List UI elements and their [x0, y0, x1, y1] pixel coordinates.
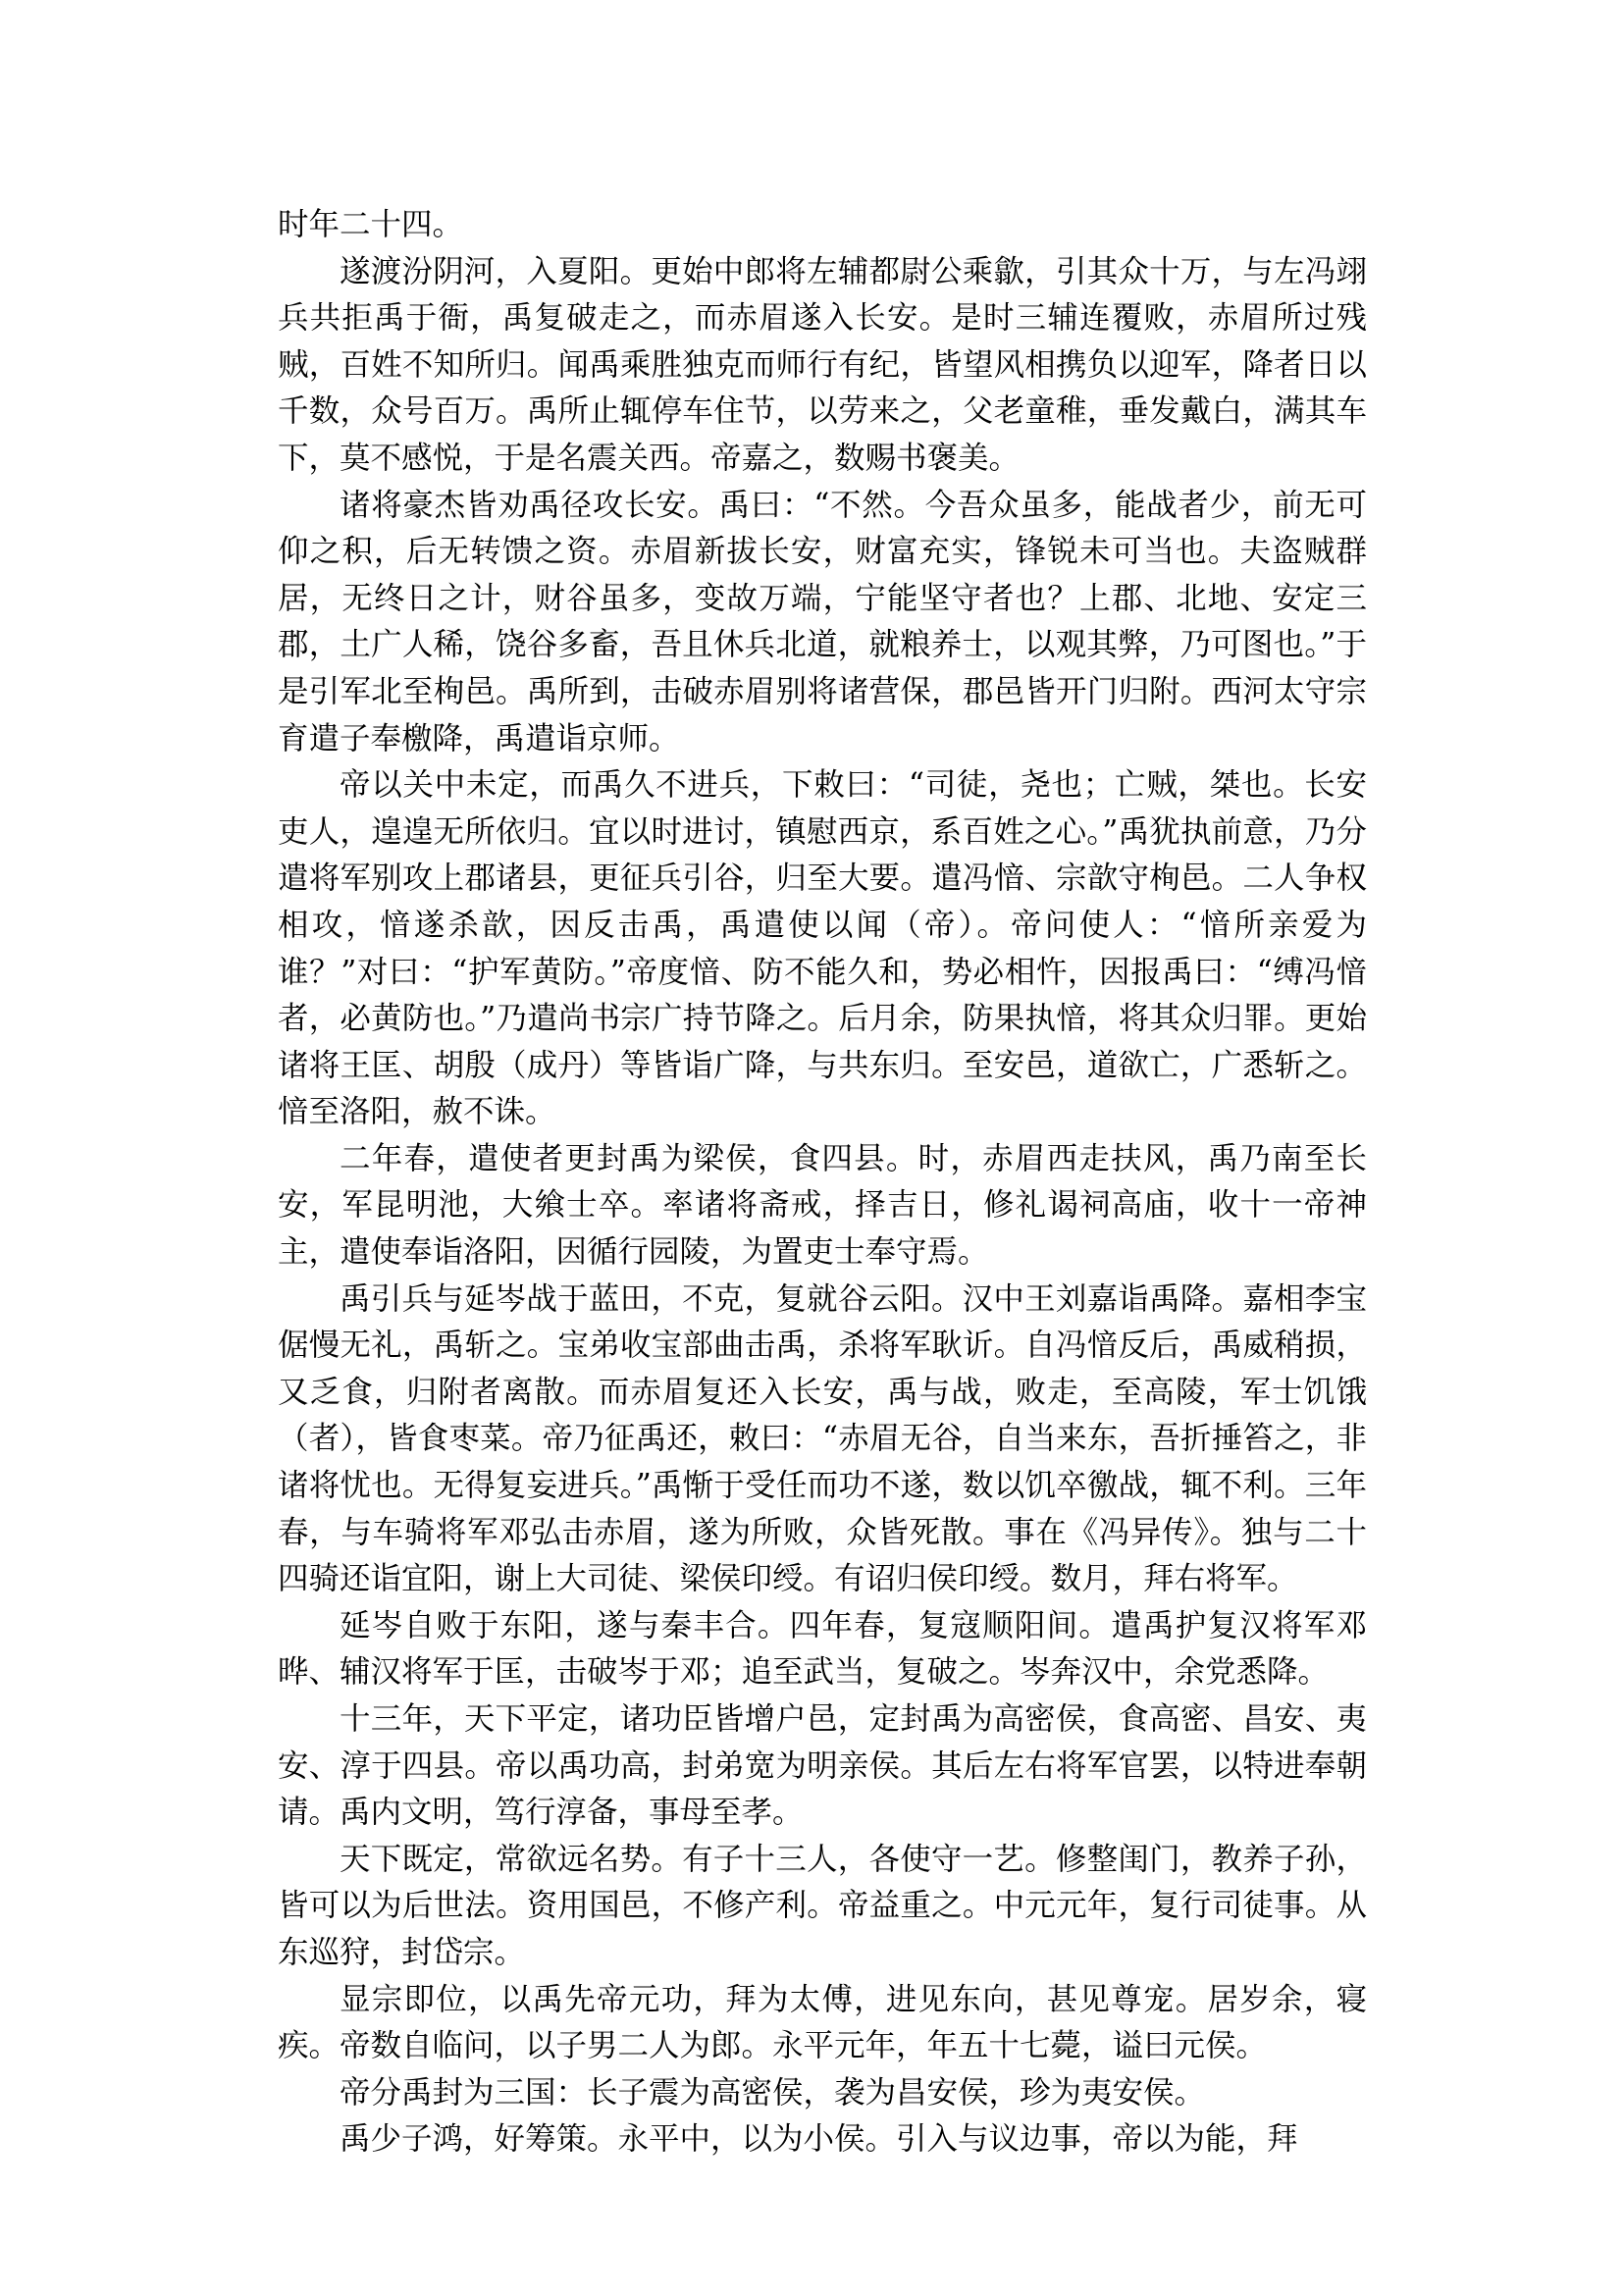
paragraph: 遂渡汾阴河，入夏阳。更始中郎将左辅都尉公乘歙，引其众十万，与左冯翊兵共拒禹于衙，禹复破走之，而赤眉遂入长安。是时三辅连覆败，赤眉所过残贼，百姓不知所归。闻禹乘胜独克而师行有纪，皆望风相携负以迎军，降者日以千数，众号百万。禹所止辄停车住节，以劳来之，父老童稚，垂发戴白，满其车下，莫不感悦，于是名震关西。帝嘉之，数赐书褒美。 [278, 253, 1367, 476]
paragraph: 时年二十四。 [278, 207, 464, 242]
paragraph: 显宗即位，以禹先帝元功，拜为太傅，进见东向，甚见尊宠。居岁余，寝疾。帝数自临问，以子男二人为郎。永平元年，年五十七薨，谥曰元侯。 [278, 1981, 1367, 2064]
paragraph: 禹引兵与延岑战于蓝田，不克，复就谷云阳。汉中王刘嘉诣禹降。嘉相李宝倨慢无礼，禹斩之。宝弟收宝部曲击禹，杀将军耿䜣。自冯愔反后，禹威稍损，又乏食，归附者离散。而赤眉复还入长安，禹与战，败走，至高陵，军士饥饿（者），皆食枣菜。帝乃征禹还，敕曰：“赤眉无谷，自当来东，吾折捶笞之，非诸将忧也。无得复妄进兵。”禹惭于受任而功不遂，数以饥卒徼战，辄不利。三年春，与车骑将军邓弘击赤眉，遂为所败，众皆死散。事在《冯异传》。独与二十四骑还诣宜阳，谢上大司徒、梁侯印绶。有诏归侯印绶。数月，拜右将军。 [278, 1280, 1367, 1597]
paragraph: 帝分禹封为三国：长子震为高密侯，袭为昌安侯，珍为夷安侯。 [340, 2074, 1206, 2111]
paragraph: 禹少子鸿，好筹策。永平中，以为小侯。引入与议边事，帝以为能，拜 [340, 2121, 1298, 2158]
paragraph: 十三年，天下平定，诸功臣皆增户邑，定封禹为高密侯，食高密、昌安、夷安、淳于四县。帝以禹功高，封弟宽为明亲侯。其后左右将军官罢，以特进奉朝请。禹内文明，笃行淳备，事母至孝。 [278, 1701, 1367, 1831]
paragraph: 延岑自败于东阳，遂与秦丰合。四年春，复寇顺阳间。遣禹护复汉将军邓晔、辅汉将军于匡，击破岑于邓；追至武当，复破之。岑奔汉中，余党悉降。 [278, 1607, 1367, 1691]
paragraph: 天下既定，常欲远名势。有子十三人，各使守一艺。修整闺门，教养子孙，皆可以为后世法。资用国邑，不修产利。帝益重之。中元元年，复行司徒事。从东巡狩，封岱宗。 [278, 1841, 1367, 1970]
paragraph: 帝以关中未定，而禹久不进兵，下敕曰：“司徒，尧也；亡贼，桀也。长安吏人，遑遑无所依归。宜以时进讨，镇慰西京，系百姓之心。”禹犹执前意，乃分遣将军别攻上郡诸县，更征兵引谷，归至大要。遣冯愔、宗歆守栒邑。二人争权相攻，愔遂杀歆，因反击禹，禹遣使以闻（帝）。帝问使人：“愔所亲爱为谁？”对曰：“护军黄防。”帝度愔、防不能久和，势必相忤，因报禹曰：“缚冯愔者，必黄防也。”乃遣尚书宗广持节降之。后月余，防果执愔，将其众归罪。更始诸将王匡、胡殷（成丹）等皆诣广降，与共东归。至安邑，道欲亡，广悉斩之。愔至洛阳，赦不诛。 [278, 767, 1367, 1130]
paragraph: 二年春，遣使者更封禹为梁侯，食四县。时，赤眉西走扶风，禹乃南至长安，军昆明池，大飨士卒。率诸将斋戒，择吉日，修礼谒祠高庙，收十一帝神主，遣使奉诣洛阳，因循行园陵，为置吏士奉守焉。 [278, 1140, 1367, 1271]
body-text [278, 202, 1367, 2164]
paragraph: 诸将豪杰皆劝禹径攻长安。禹曰：“不然。今吾众虽多，能战者少，前无可仰之积，后无转馈之资。赤眉新拔长安，财富充实，锋锐未可当也。夫盗贼群居，无终日之计，财谷虽多，变故万端，宁能坚守者也？上郡、北地、安定三郡，土广人稀，饶谷多畜，吾且休兵北道，就粮养士，以观其弊，乃可图也。”于是引军北至栒邑。禹所到，击破赤眉别将诸营保，郡邑皆开门归附。西河太守宗育遣子奉檄降，禹遣诣京师。 [278, 487, 1367, 756]
